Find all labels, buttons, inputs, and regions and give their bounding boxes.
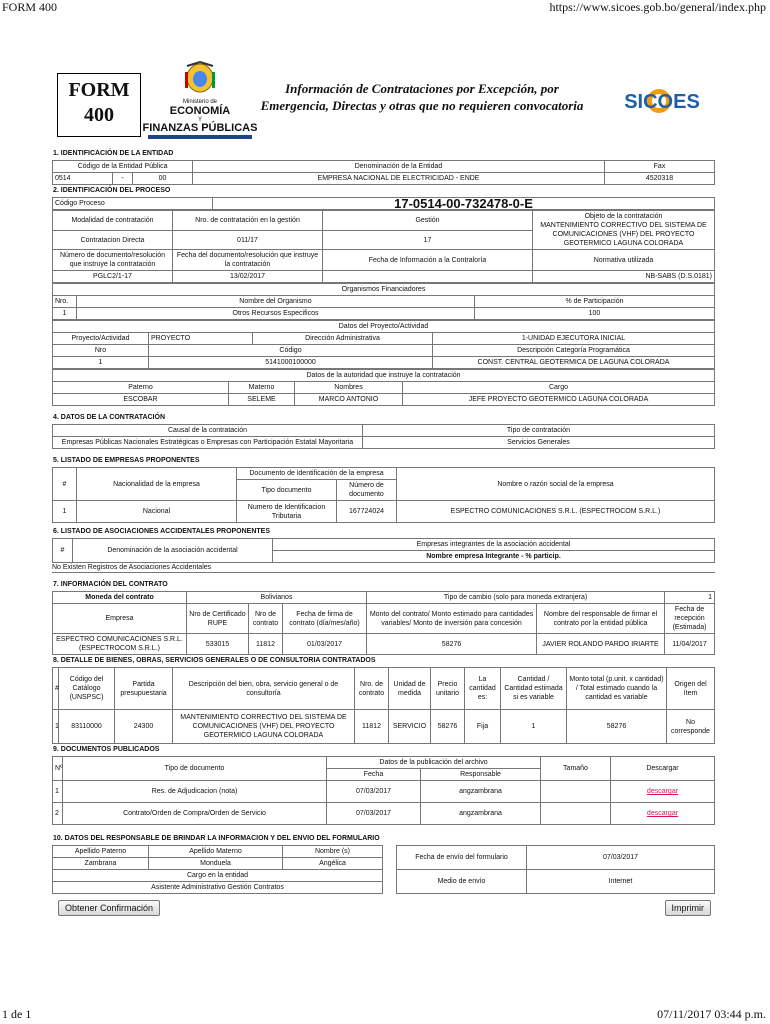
section-2-header: 2. IDENTIFICACIÓN DEL PROCESO xyxy=(53,187,171,194)
project-nro: 1 xyxy=(53,357,149,369)
norm-label: Normativa utilizada xyxy=(533,250,715,271)
direction-value: 1-UNIDAD EJECUTORA INICIAL xyxy=(433,333,715,345)
total-label: Monto total (p.unit. x cantidad) / Total estimado cuando la cantidad es variable xyxy=(567,668,667,710)
causal-value: Empresas Públicas Nacionales Estratégicas o Empresas con Participación Estatal Mayoritaria xyxy=(53,437,363,449)
contract-table xyxy=(52,591,715,655)
resp-materno: Monduela xyxy=(149,858,283,870)
document-label: Número de documento/resolución que instruye la contratación xyxy=(53,250,173,271)
project-activity: PROYECTO xyxy=(149,333,253,345)
bidders-hash-label: # xyxy=(53,468,77,501)
resp-cargo-label: Cargo en la entidad xyxy=(53,870,383,882)
report-date-label: Fecha de Información a la Contraloría xyxy=(323,250,533,271)
print-button[interactable]: Imprimir xyxy=(665,900,712,916)
item-nro: 1 xyxy=(53,710,59,744)
doc-id-label: Documento de identificación de la empresa xyxy=(237,468,397,480)
category-value: CONST. CENTRAL GEOTERMICA DE LAGUNA COLORADA xyxy=(433,357,715,369)
pub-label: Datos de la publicación del archivo xyxy=(327,757,541,769)
type-label: Tipo de contratación xyxy=(363,425,715,437)
doc-row-2-download-link[interactable]: descargar xyxy=(646,810,679,817)
contract-nro: 11812 xyxy=(249,634,283,655)
send-date-label: Fecha de envío del formulario xyxy=(397,846,527,870)
authority-table xyxy=(52,369,715,406)
bidder-nro: 1 xyxy=(53,501,77,523)
item-origin: No corresponde xyxy=(667,710,715,744)
funding-table xyxy=(52,283,715,320)
page-header-url: https://www.sicoes.gob.bo/general/index.php xyxy=(549,0,766,14)
authority-label: Datos de la autoridad que instruye la contratación xyxy=(53,370,715,382)
doc-row-1-size xyxy=(541,781,611,803)
section-9-header: 9. DOCUMENTOS PUBLICADOS xyxy=(53,746,160,753)
authority-cargo: JEFE PROYECTO GEOTERMICO LAGUNA COLORADA xyxy=(403,394,715,406)
section-7-header: 7. INFORMACIÓN DEL CONTRATO xyxy=(53,581,168,588)
reception-value: 11/04/2017 xyxy=(665,634,715,655)
pub-date-label: Fecha xyxy=(327,769,421,781)
object-label: Objeto de la contratación xyxy=(584,213,663,220)
logo-economia: ECONOMÍA xyxy=(169,105,231,117)
project-nro-label: Nro xyxy=(53,345,149,357)
logo-finanzas: FINANZAS PÚBLICAS xyxy=(142,122,258,134)
doc-row-1-date: 07/03/2017 xyxy=(327,781,421,803)
object-value: MANTENIMIENTO CORRECTIVO DEL SISTEMA DE COMUNICACIONES (VHF) DEL PROYECTO GEOTERMICO LAGUNA COLORADA xyxy=(540,222,707,247)
download-label: Descargar xyxy=(611,757,715,781)
form-header xyxy=(52,58,715,148)
resp-cargo: Asistente Administrativo Gestión Contratos xyxy=(53,882,383,894)
send-medium-label: Medio de envío xyxy=(397,870,527,894)
doc-row-1-resp: angzambrana xyxy=(421,781,541,803)
qty-label: Cantidad / Cantidad estimada si es variable xyxy=(501,668,567,710)
bidder-doc-number: 167724024 xyxy=(337,501,397,523)
budget-label: Partida presupuestaria xyxy=(115,668,173,710)
rupe-value: 533015 xyxy=(187,634,249,655)
get-confirmation-button[interactable]: Obtener Confirmación xyxy=(58,900,160,916)
process-table xyxy=(52,210,715,283)
amount-label: Monto del contrato/ Monto estimado para cantidades variables/ Monto de inversión para concesión xyxy=(367,604,537,634)
item-contract: 11812 xyxy=(355,710,389,744)
entity-name: EMPRESA NACIONAL DE ELECTRICIDAD - ENDE xyxy=(193,173,605,185)
entity-code-2: 00 xyxy=(133,173,193,185)
documents-table xyxy=(52,756,715,825)
document-date: 13/02/2017 xyxy=(173,271,323,283)
logo-bar xyxy=(148,135,252,139)
doc-row-2-date: 07/03/2017 xyxy=(327,803,421,825)
section-8-header: 8. DETALLE DE BIENES, OBRAS, SERVICIOS GENERALES O DE CONSULTORIA CONTRATADOS xyxy=(53,657,376,664)
bidders-table xyxy=(52,467,715,523)
authority-paterno-label: Paterno xyxy=(53,382,229,394)
send-medium: Internet xyxy=(527,870,715,894)
doc-type-label: Tipo documento xyxy=(237,480,337,501)
direction-label: Dirección Administrativa xyxy=(253,333,433,345)
item-qty-type: Fija xyxy=(465,710,501,744)
responsible-table xyxy=(52,845,715,894)
project-label: Datos del Proyecto/Actividad xyxy=(53,321,715,333)
items-hash-label: # xyxy=(53,668,59,710)
object xyxy=(533,211,715,250)
assoc-name-label: Denominación de la asociación accidental xyxy=(73,539,273,563)
sicoes-logo-text: SICOES xyxy=(624,91,700,113)
item-unit: SERVICIO xyxy=(389,710,431,744)
section-10-header: 10. DATOS DEL RESPONSABLE DE BRINDAR LA INFORMACION Y DEL ENVIO DEL FORMULARIO xyxy=(53,835,380,842)
item-unit-price: 58276 xyxy=(431,710,465,744)
sign-date: 01/03/2017 xyxy=(283,634,367,655)
exchange-label: Tipo de cambio (solo para moneda extranjera) xyxy=(367,592,665,604)
form-frame xyxy=(52,58,715,926)
form-title-line2: Emergencia, Directas y otras que no requieren convocatoria xyxy=(260,98,584,113)
doc-row-2-no: 2 xyxy=(53,803,63,825)
resp-paterno-label: Apellido Paterno xyxy=(53,846,149,858)
form-title xyxy=(242,80,602,114)
doc-no-label: Nº xyxy=(53,757,63,781)
unit-label: Unidad de medida xyxy=(389,668,431,710)
sicoes-logo-icon xyxy=(612,86,712,116)
gestion-value: 17 xyxy=(323,231,533,250)
pub-resp-label: Responsable xyxy=(421,769,541,781)
authority-paterno: ESCOBAR xyxy=(53,394,229,406)
company-label: Empresa xyxy=(53,604,187,634)
process-code: 17-0514-00-732478-0-E xyxy=(213,198,715,210)
funding-label: Organismos Financiadores xyxy=(53,284,715,296)
funding-pct: 100 xyxy=(474,308,714,320)
doc-row-2-type: Contrato/Orden de Compra/Orden de Servicio xyxy=(63,803,327,825)
items-table xyxy=(52,667,715,744)
item-total: 58276 xyxy=(567,710,667,744)
bidder-doc-type: Numero de Identificacion Tributaria xyxy=(237,501,337,523)
form-number: 400 xyxy=(84,104,114,126)
doc-row-2-resp: angzambrana xyxy=(421,803,541,825)
section-5-header: 5. LISTADO DE EMPRESAS PROPONENTES xyxy=(53,457,200,464)
logo-ministerio: Ministerio de xyxy=(182,99,217,105)
resp-nombre: Angélica xyxy=(283,858,383,870)
no-associations: No Existen Registros de Asociaciones Accidentales xyxy=(52,563,715,573)
bidder-name: ESPECTRO COMUNICACIONES S.R.L. (ESPECTROCOM S.R.L.) xyxy=(397,501,715,523)
form-number-box xyxy=(57,73,141,137)
resp-materno-label: Apellido Materno xyxy=(149,846,283,858)
fax-value: 4520318 xyxy=(605,173,715,185)
entity-table xyxy=(52,160,715,185)
sign-date-label: Fecha de firma de contrato (día/mes/año) xyxy=(283,604,367,634)
currency-value: Bolivianos xyxy=(187,592,367,604)
exchange-value: 1 xyxy=(665,592,715,604)
page-header-left: FORM 400 xyxy=(2,0,58,14)
gestion-label: Gestión xyxy=(323,211,533,231)
document-value: PGLC2/1-17 xyxy=(53,271,173,283)
form-title-line1: Información de Contrataciones por Excepción, por xyxy=(285,81,559,96)
norm-value: NB-SABS (D.S.0181) xyxy=(533,271,715,283)
type-value: Servicios Generales xyxy=(363,437,715,449)
associations-table xyxy=(52,538,715,563)
contract-number-value: 011/17 xyxy=(173,231,323,250)
bidder-nationality: Nacional xyxy=(77,501,237,523)
process-code-label: Código Proceso xyxy=(53,198,213,210)
doc-row-2-size xyxy=(541,803,611,825)
catalog-label: Código del Catálogo (UNSPSC) xyxy=(59,668,115,710)
funding-name-label: Nombre del Organismo xyxy=(77,296,475,308)
coat-of-arms-icon xyxy=(182,60,218,94)
authority-cargo-label: Cargo xyxy=(403,382,715,394)
entity-code-dash: - xyxy=(113,173,133,185)
contract-company: ESPECTRO COMUNICACIONES S.R.L. (ESPECTROCOM S.R.L.) xyxy=(53,634,187,655)
doc-number-label: Número de documento xyxy=(337,480,397,501)
fax-label: Fax xyxy=(605,161,715,173)
item-catalog: 83110000 xyxy=(59,710,115,744)
causal-label: Causal de la contratación xyxy=(53,425,363,437)
item-qty: 1 xyxy=(501,710,567,744)
reception-label: Fecha de recepción (Estimada) xyxy=(665,604,715,634)
funding-name: Otros Recursos Especificos xyxy=(77,308,475,320)
doc-row-1-download-link[interactable]: descargar xyxy=(646,788,679,795)
authority-materno: SELEME xyxy=(229,394,295,406)
item-desc: MANTENIMIENTO CORRECTIVO DEL SISTEMA DE COMUNICACIONES (VHF) DEL PROYECTO GEOTERMICO LAGUNA COLORADA xyxy=(173,710,355,744)
unit-price-label: Precio unitario xyxy=(431,668,465,710)
project-table xyxy=(52,320,715,369)
item-contract-label: Nro. de contrato xyxy=(355,668,389,710)
contract-number-label: Nro. de contratación en la gestión xyxy=(173,211,323,231)
doc-row-1-type: Res. de Adjudicacion (nota) xyxy=(63,781,327,803)
assoc-members-label: Empresas integrantes de la asociación accidental xyxy=(273,539,715,551)
logo-y: Y xyxy=(197,117,202,123)
report-date xyxy=(323,271,533,283)
origin-label: Origen del ítem xyxy=(667,668,715,710)
item-budget: 24300 xyxy=(115,710,173,744)
currency-label: Moneda del contrato xyxy=(53,592,187,604)
process-code-table xyxy=(52,197,715,210)
sicoes-logo xyxy=(612,86,714,116)
form-label: FORM xyxy=(68,79,130,101)
project-code-label: Código xyxy=(149,345,433,357)
modality-value: Contratacion Directa xyxy=(53,231,173,250)
authority-nombres: MARCO ANTONIO xyxy=(295,394,403,406)
amount-value: 58276 xyxy=(367,634,537,655)
project-activity-label: Proyecto/Actividad xyxy=(53,333,149,345)
contract-nro-label: Nro de contrato xyxy=(249,604,283,634)
size-label: Tamaño xyxy=(541,757,611,781)
entity-name-label: Denominación de la Entidad xyxy=(193,161,605,173)
category-label: Descripción Categoría Programática xyxy=(433,345,715,357)
entity-code-1: 0514 xyxy=(53,173,113,185)
page-footer-right: 07/11/2017 03:44 p.m. xyxy=(657,1007,766,1021)
funding-pct-label: % de Participación xyxy=(474,296,714,308)
doc-type-header: Tipo de documento xyxy=(63,757,327,781)
assoc-hash-label: # xyxy=(53,539,73,563)
document-date-label: Fecha del documento/resolución que instruye la contratación xyxy=(173,250,323,271)
page-footer-left: 1 de 1 xyxy=(2,1007,32,1021)
rupe-label: Nro de Certificado RUPE xyxy=(187,604,249,634)
resp-nombre-label: Nombre (s) xyxy=(283,846,383,858)
modality-label: Modalidad de contratación xyxy=(53,211,173,231)
funding-nro: 1 xyxy=(53,308,77,320)
section-6-header: 6. LISTADO DE ASOCIACIONES ACCIDENTALES PROPONENTES xyxy=(53,528,271,535)
entity-code-label: Código de la Entidad Pública xyxy=(53,161,193,173)
assoc-members-sublabel: Nombre empresa Integrante - % particip. xyxy=(273,551,715,563)
section-4-header: 4. DATOS DE LA CONTRATACIÓN xyxy=(53,414,165,421)
send-date: 07/03/2017 xyxy=(527,846,715,870)
section-1-header: 1. IDENTIFICACIÓN DE LA ENTIDAD xyxy=(53,150,174,157)
resp-paterno: Zambrana xyxy=(53,858,149,870)
signer-label: Nombre del responsable de firmar el contrato por la entidad pública xyxy=(537,604,665,634)
doc-row-1-no: 1 xyxy=(53,781,63,803)
authority-materno-label: Materno xyxy=(229,382,295,394)
company-name-label: Nombre o razón social de la empresa xyxy=(397,468,715,501)
authority-nombres-label: Nombres xyxy=(295,382,403,394)
nationality-label: Nacionalidad de la empresa xyxy=(77,468,237,501)
item-desc-label: Descripción del bien, obra, servicio general o de consultoría xyxy=(173,668,355,710)
contracting-table xyxy=(52,424,715,449)
signer-value: JAVIER ROLANDO PARDO IRIARTE xyxy=(537,634,665,655)
funding-nro-label: Nro. xyxy=(53,296,77,308)
qty-type-label: La cantidad es: xyxy=(465,668,501,710)
project-code: 5141000100000 xyxy=(149,357,433,369)
